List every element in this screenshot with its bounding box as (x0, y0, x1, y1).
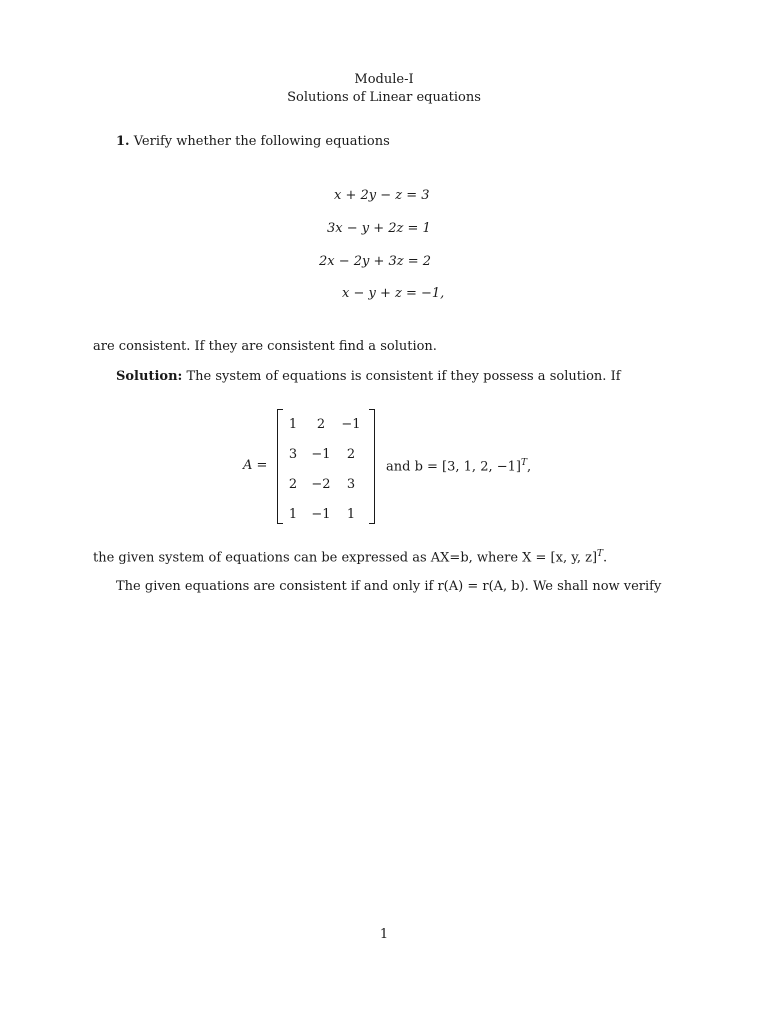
matrix-row (280, 409, 366, 439)
problem-number: 1. (116, 134, 130, 149)
page-title: Solutions of Linear equations (287, 90, 481, 105)
solution-label: Solution: (116, 369, 183, 384)
page-number: 1 (379, 927, 389, 942)
expressed-transpose: T (597, 549, 604, 559)
expressed-text: the given system of equations can be expressed as AX=b, where X = [x, y, z] (93, 550, 598, 566)
matrix-table (280, 409, 366, 529)
equation-2: 3x − y + 2z = 1 (327, 221, 431, 236)
consistency-question: are consistent. If they are consistent find a solution. (93, 339, 437, 354)
problem-statement (116, 134, 390, 149)
rank-condition: The given equations are consistent if and only if r(A) = r(A, b). We shall now verify (116, 579, 662, 594)
matrix-cell: 2 (316, 416, 326, 432)
vector-b (386, 458, 531, 474)
matrix-entries (280, 409, 366, 529)
equation-4: x − y + z = −1, (342, 286, 445, 301)
equation-1: x + 2y − z = 3 (334, 188, 430, 203)
expressed-sentence (93, 549, 607, 565)
matrix-cell: −1 (341, 416, 361, 432)
vector-b-transpose: T (520, 458, 527, 468)
matrix-lhs: A = (243, 458, 268, 473)
matrix-cell: 1 (346, 506, 356, 522)
matrix-cell: −1 (311, 506, 331, 522)
matrix-row (280, 469, 366, 499)
equation-3: 2x − 2y + 3z = 2 (319, 254, 432, 269)
matrix-cell: −2 (311, 476, 331, 492)
matrix-row (280, 499, 366, 529)
solution-paragraph (116, 369, 621, 384)
matrix-cell: 1 (288, 506, 298, 522)
matrix-right-bracket (369, 409, 375, 524)
matrix-cell: 2 (346, 446, 356, 462)
problem-text: Verify whether the following equations (133, 134, 390, 149)
matrix-cell: 1 (288, 416, 298, 432)
module-heading: Module-I (354, 72, 414, 87)
matrix-cell: 3 (288, 446, 298, 462)
matrix-row (280, 439, 366, 469)
matrix-cell: 2 (288, 476, 298, 492)
vector-b-text: and b = [3, 1, 2, −1] (386, 459, 521, 475)
matrix-cell: −1 (311, 446, 331, 462)
vector-b-tail: , (527, 459, 532, 475)
expressed-tail: . (603, 550, 608, 566)
matrix-cell: 3 (346, 476, 356, 492)
solution-intro: The system of equations is consistent if they possess a solution. If (186, 369, 621, 384)
